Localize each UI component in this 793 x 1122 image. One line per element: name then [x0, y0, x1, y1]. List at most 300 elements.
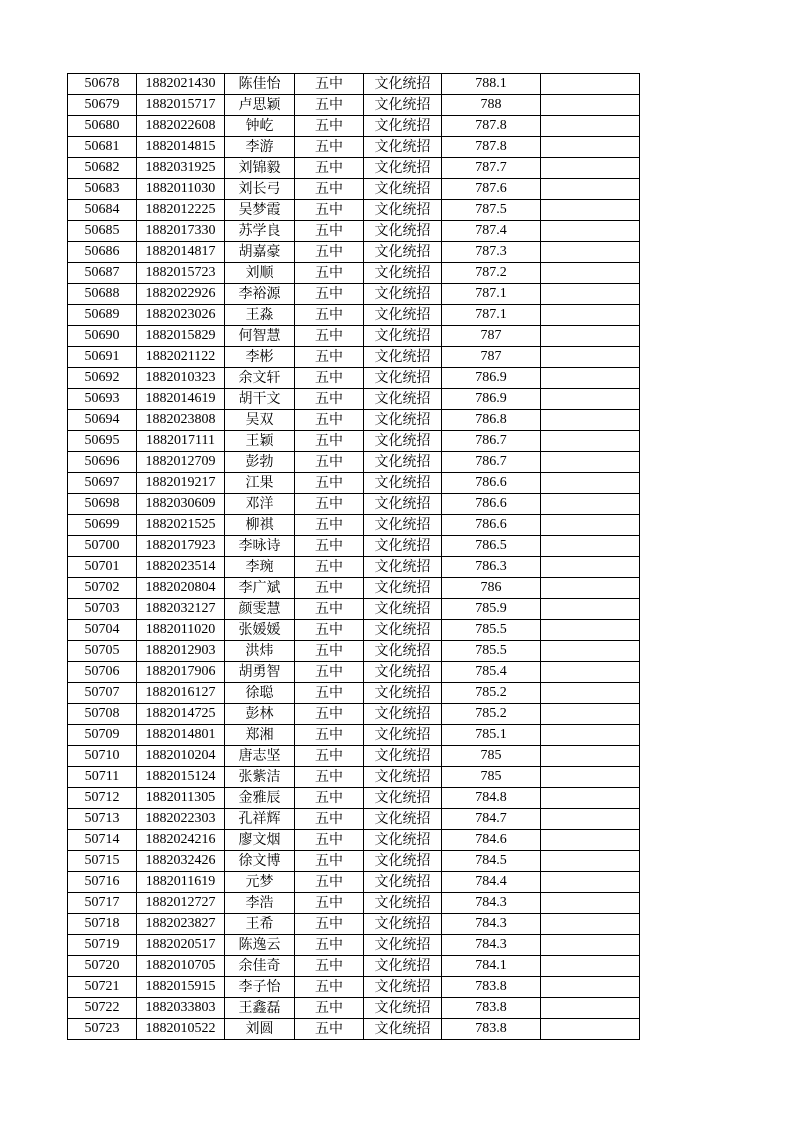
cell-school: 五中	[295, 494, 364, 515]
table-row	[68, 389, 640, 410]
cell-note	[541, 725, 640, 746]
cell-note	[541, 683, 640, 704]
cell-serial-number: 50702	[68, 578, 137, 599]
cell-score: 786.6	[442, 473, 541, 494]
cell-note	[541, 557, 640, 578]
cell-candidate-id: 1882017923	[137, 536, 225, 557]
cell-note	[541, 410, 640, 431]
cell-candidate-id: 1882012225	[137, 200, 225, 221]
cell-student-name: 元梦	[225, 872, 295, 893]
cell-candidate-id: 1882010323	[137, 368, 225, 389]
cell-student-name: 李裕源	[225, 284, 295, 305]
table-row	[68, 179, 640, 200]
cell-score: 787.8	[442, 137, 541, 158]
cell-student-name: 徐文博	[225, 851, 295, 872]
cell-note	[541, 893, 640, 914]
cell-admission-type: 文化统招	[364, 284, 442, 305]
cell-note	[541, 809, 640, 830]
cell-serial-number: 50682	[68, 158, 137, 179]
table-row	[68, 368, 640, 389]
cell-note	[541, 137, 640, 158]
cell-score: 785.1	[442, 725, 541, 746]
cell-score: 784.3	[442, 893, 541, 914]
cell-note	[541, 74, 640, 95]
table-row	[68, 410, 640, 431]
cell-note	[541, 494, 640, 515]
cell-serial-number: 50690	[68, 326, 137, 347]
cell-serial-number: 50708	[68, 704, 137, 725]
cell-student-name: 江果	[225, 473, 295, 494]
cell-admission-type: 文化统招	[364, 179, 442, 200]
cell-note	[541, 704, 640, 725]
cell-serial-number: 50691	[68, 347, 137, 368]
cell-student-name: 陈逸云	[225, 935, 295, 956]
cell-note	[541, 536, 640, 557]
cell-serial-number: 50693	[68, 389, 137, 410]
table-row	[68, 893, 640, 914]
cell-score: 785	[442, 767, 541, 788]
cell-admission-type: 文化统招	[364, 599, 442, 620]
cell-candidate-id: 1882023514	[137, 557, 225, 578]
table-row	[68, 725, 640, 746]
cell-serial-number: 50697	[68, 473, 137, 494]
cell-serial-number: 50707	[68, 683, 137, 704]
cell-note	[541, 956, 640, 977]
cell-admission-type: 文化统招	[364, 977, 442, 998]
cell-school: 五中	[295, 200, 364, 221]
table-row	[68, 767, 640, 788]
cell-student-name: 颜雯慧	[225, 599, 295, 620]
cell-serial-number: 50692	[68, 368, 137, 389]
cell-serial-number: 50681	[68, 137, 137, 158]
cell-candidate-id: 1882011030	[137, 179, 225, 200]
table-row	[68, 74, 640, 95]
cell-school: 五中	[295, 242, 364, 263]
cell-student-name: 刘锦毅	[225, 158, 295, 179]
cell-serial-number: 50713	[68, 809, 137, 830]
cell-student-name: 金雅辰	[225, 788, 295, 809]
cell-score: 784.8	[442, 788, 541, 809]
cell-serial-number: 50699	[68, 515, 137, 536]
cell-admission-type: 文化统招	[364, 767, 442, 788]
cell-note	[541, 746, 640, 767]
cell-student-name: 吴双	[225, 410, 295, 431]
cell-note	[541, 473, 640, 494]
cell-admission-type: 文化统招	[364, 1019, 442, 1040]
cell-candidate-id: 1882017111	[137, 431, 225, 452]
cell-admission-type: 文化统招	[364, 305, 442, 326]
cell-admission-type: 文化统招	[364, 515, 442, 536]
cell-serial-number: 50685	[68, 221, 137, 242]
cell-note	[541, 788, 640, 809]
table-row	[68, 956, 640, 977]
cell-serial-number: 50710	[68, 746, 137, 767]
cell-candidate-id: 1882014815	[137, 137, 225, 158]
cell-student-name: 李咏诗	[225, 536, 295, 557]
cell-score: 783.8	[442, 1019, 541, 1040]
cell-school: 五中	[295, 599, 364, 620]
table-row	[68, 1019, 640, 1040]
cell-admission-type: 文化统招	[364, 536, 442, 557]
cell-serial-number: 50695	[68, 431, 137, 452]
cell-serial-number: 50696	[68, 452, 137, 473]
table-row	[68, 326, 640, 347]
cell-candidate-id: 1882023026	[137, 305, 225, 326]
cell-serial-number: 50705	[68, 641, 137, 662]
cell-admission-type: 文化统招	[364, 809, 442, 830]
cell-note	[541, 389, 640, 410]
cell-note	[541, 221, 640, 242]
cell-score: 786.9	[442, 389, 541, 410]
cell-student-name: 李子怡	[225, 977, 295, 998]
cell-school: 五中	[295, 872, 364, 893]
cell-note	[541, 830, 640, 851]
cell-note	[541, 599, 640, 620]
cell-admission-type: 文化统招	[364, 914, 442, 935]
admission-table	[67, 73, 640, 1040]
cell-admission-type: 文化统招	[364, 683, 442, 704]
cell-student-name: 钟屹	[225, 116, 295, 137]
table-row	[68, 599, 640, 620]
cell-note	[541, 347, 640, 368]
cell-score: 783.8	[442, 977, 541, 998]
cell-school: 五中	[295, 263, 364, 284]
cell-school: 五中	[295, 368, 364, 389]
cell-school: 五中	[295, 515, 364, 536]
table-row	[68, 557, 640, 578]
cell-student-name: 胡干文	[225, 389, 295, 410]
cell-candidate-id: 1882016127	[137, 683, 225, 704]
cell-note	[541, 977, 640, 998]
cell-note	[541, 515, 640, 536]
cell-admission-type: 文化统招	[364, 452, 442, 473]
cell-school: 五中	[295, 536, 364, 557]
table-row	[68, 683, 640, 704]
cell-note	[541, 872, 640, 893]
cell-score: 787.2	[442, 263, 541, 284]
cell-school: 五中	[295, 473, 364, 494]
cell-score: 787.6	[442, 179, 541, 200]
cell-school: 五中	[295, 914, 364, 935]
cell-admission-type: 文化统招	[364, 158, 442, 179]
cell-candidate-id: 1882012727	[137, 893, 225, 914]
cell-admission-type: 文化统招	[364, 242, 442, 263]
table-row	[68, 452, 640, 473]
cell-score: 784.4	[442, 872, 541, 893]
cell-note	[541, 578, 640, 599]
cell-serial-number: 50712	[68, 788, 137, 809]
cell-admission-type: 文化统招	[364, 893, 442, 914]
table-row	[68, 263, 640, 284]
cell-student-name: 洪炜	[225, 641, 295, 662]
cell-note	[541, 767, 640, 788]
cell-candidate-id: 1882014817	[137, 242, 225, 263]
cell-candidate-id: 1882032426	[137, 851, 225, 872]
cell-school: 五中	[295, 284, 364, 305]
cell-student-name: 王颖	[225, 431, 295, 452]
cell-school: 五中	[295, 578, 364, 599]
cell-student-name: 彭勃	[225, 452, 295, 473]
cell-serial-number: 50689	[68, 305, 137, 326]
cell-score: 786.7	[442, 431, 541, 452]
cell-note	[541, 935, 640, 956]
table-row	[68, 221, 640, 242]
cell-note	[541, 116, 640, 137]
cell-serial-number: 50678	[68, 74, 137, 95]
cell-school: 五中	[295, 809, 364, 830]
cell-score: 785.2	[442, 704, 541, 725]
cell-student-name: 廖文烟	[225, 830, 295, 851]
cell-serial-number: 50686	[68, 242, 137, 263]
cell-student-name: 邓洋	[225, 494, 295, 515]
cell-school: 五中	[295, 788, 364, 809]
cell-school: 五中	[295, 956, 364, 977]
cell-admission-type: 文化统招	[364, 137, 442, 158]
cell-student-name: 张紫洁	[225, 767, 295, 788]
cell-candidate-id: 1882019217	[137, 473, 225, 494]
cell-candidate-id: 1882010522	[137, 1019, 225, 1040]
table-row	[68, 935, 640, 956]
cell-score: 787.8	[442, 116, 541, 137]
cell-school: 五中	[295, 347, 364, 368]
cell-score: 787	[442, 326, 541, 347]
cell-school: 五中	[295, 452, 364, 473]
cell-admission-type: 文化统招	[364, 200, 442, 221]
cell-candidate-id: 1882015829	[137, 326, 225, 347]
cell-school: 五中	[295, 158, 364, 179]
cell-score: 785.2	[442, 683, 541, 704]
cell-admission-type: 文化统招	[364, 704, 442, 725]
table-row	[68, 536, 640, 557]
cell-school: 五中	[295, 641, 364, 662]
table-row	[68, 158, 640, 179]
cell-student-name: 唐志坚	[225, 746, 295, 767]
cell-school: 五中	[295, 389, 364, 410]
table-row	[68, 95, 640, 116]
cell-school: 五中	[295, 662, 364, 683]
cell-admission-type: 文化统招	[364, 641, 442, 662]
cell-candidate-id: 1882010204	[137, 746, 225, 767]
cell-admission-type: 文化统招	[364, 74, 442, 95]
cell-school: 五中	[295, 977, 364, 998]
table-row	[68, 788, 640, 809]
cell-candidate-id: 1882030609	[137, 494, 225, 515]
cell-candidate-id: 1882022303	[137, 809, 225, 830]
cell-candidate-id: 1882021122	[137, 347, 225, 368]
cell-candidate-id: 1882011619	[137, 872, 225, 893]
table-body	[68, 74, 640, 1040]
cell-admission-type: 文化统招	[364, 851, 442, 872]
table-row	[68, 137, 640, 158]
cell-candidate-id: 1882010705	[137, 956, 225, 977]
cell-score: 786.8	[442, 410, 541, 431]
cell-score: 787.7	[442, 158, 541, 179]
cell-school: 五中	[295, 1019, 364, 1040]
cell-serial-number: 50704	[68, 620, 137, 641]
cell-serial-number: 50679	[68, 95, 137, 116]
table-row	[68, 578, 640, 599]
cell-student-name: 徐聪	[225, 683, 295, 704]
table-row	[68, 431, 640, 452]
cell-note	[541, 914, 640, 935]
cell-student-name: 李琬	[225, 557, 295, 578]
table-row	[68, 620, 640, 641]
cell-student-name: 陈佳怡	[225, 74, 295, 95]
table-row	[68, 809, 640, 830]
cell-candidate-id: 1882015723	[137, 263, 225, 284]
cell-student-name: 王鑫磊	[225, 998, 295, 1019]
cell-candidate-id: 1882015717	[137, 95, 225, 116]
cell-admission-type: 文化统招	[364, 389, 442, 410]
table-row	[68, 347, 640, 368]
cell-school: 五中	[295, 74, 364, 95]
cell-score: 787.1	[442, 284, 541, 305]
cell-admission-type: 文化统招	[364, 620, 442, 641]
cell-candidate-id: 1882022608	[137, 116, 225, 137]
cell-candidate-id: 1882015124	[137, 767, 225, 788]
cell-admission-type: 文化统招	[364, 431, 442, 452]
cell-note	[541, 620, 640, 641]
cell-student-name: 李浩	[225, 893, 295, 914]
cell-score: 786.7	[442, 452, 541, 473]
cell-student-name: 胡勇智	[225, 662, 295, 683]
cell-admission-type: 文化统招	[364, 557, 442, 578]
cell-candidate-id: 1882017330	[137, 221, 225, 242]
cell-serial-number: 50722	[68, 998, 137, 1019]
cell-score: 783.8	[442, 998, 541, 1019]
cell-note	[541, 431, 640, 452]
cell-candidate-id: 1882014619	[137, 389, 225, 410]
cell-note	[541, 452, 640, 473]
cell-student-name: 何智慧	[225, 326, 295, 347]
cell-student-name: 卢思颖	[225, 95, 295, 116]
table-row	[68, 704, 640, 725]
cell-score: 784.3	[442, 914, 541, 935]
cell-note	[541, 998, 640, 1019]
cell-student-name: 李彬	[225, 347, 295, 368]
cell-candidate-id: 1882032127	[137, 599, 225, 620]
cell-serial-number: 50687	[68, 263, 137, 284]
cell-candidate-id: 1882012903	[137, 641, 225, 662]
cell-school: 五中	[295, 305, 364, 326]
cell-note	[541, 326, 640, 347]
cell-student-name: 李广斌	[225, 578, 295, 599]
cell-note	[541, 179, 640, 200]
cell-candidate-id: 1882020804	[137, 578, 225, 599]
cell-admission-type: 文化统招	[364, 368, 442, 389]
cell-serial-number: 50694	[68, 410, 137, 431]
cell-admission-type: 文化统招	[364, 410, 442, 431]
cell-score: 786.6	[442, 494, 541, 515]
cell-serial-number: 50698	[68, 494, 137, 515]
cell-admission-type: 文化统招	[364, 662, 442, 683]
cell-candidate-id: 1882031925	[137, 158, 225, 179]
cell-school: 五中	[295, 893, 364, 914]
cell-note	[541, 305, 640, 326]
cell-candidate-id: 1882012709	[137, 452, 225, 473]
cell-admission-type: 文化统招	[364, 473, 442, 494]
cell-candidate-id: 1882011020	[137, 620, 225, 641]
cell-note	[541, 158, 640, 179]
cell-score: 786.6	[442, 515, 541, 536]
cell-candidate-id: 1882021525	[137, 515, 225, 536]
cell-serial-number: 50717	[68, 893, 137, 914]
cell-note	[541, 368, 640, 389]
cell-student-name: 柳祺	[225, 515, 295, 536]
cell-serial-number: 50701	[68, 557, 137, 578]
cell-score: 788	[442, 95, 541, 116]
cell-admission-type: 文化统招	[364, 872, 442, 893]
cell-note	[541, 200, 640, 221]
cell-school: 五中	[295, 179, 364, 200]
cell-serial-number: 50683	[68, 179, 137, 200]
cell-serial-number: 50684	[68, 200, 137, 221]
cell-serial-number: 50715	[68, 851, 137, 872]
cell-serial-number: 50700	[68, 536, 137, 557]
cell-note	[541, 851, 640, 872]
cell-school: 五中	[295, 998, 364, 1019]
cell-score: 786.9	[442, 368, 541, 389]
cell-score: 786.5	[442, 536, 541, 557]
table-row	[68, 872, 640, 893]
table-row	[68, 641, 640, 662]
cell-school: 五中	[295, 935, 364, 956]
cell-admission-type: 文化统招	[364, 95, 442, 116]
cell-student-name: 彭林	[225, 704, 295, 725]
table-row	[68, 977, 640, 998]
cell-score: 785.9	[442, 599, 541, 620]
cell-note	[541, 263, 640, 284]
cell-serial-number: 50688	[68, 284, 137, 305]
cell-score: 787.5	[442, 200, 541, 221]
cell-score: 784.1	[442, 956, 541, 977]
cell-serial-number: 50706	[68, 662, 137, 683]
table-row	[68, 851, 640, 872]
cell-school: 五中	[295, 725, 364, 746]
cell-score: 786.3	[442, 557, 541, 578]
cell-candidate-id: 1882024216	[137, 830, 225, 851]
cell-note	[541, 662, 640, 683]
cell-score: 787.4	[442, 221, 541, 242]
cell-student-name: 余文轩	[225, 368, 295, 389]
cell-school: 五中	[295, 431, 364, 452]
cell-serial-number: 50714	[68, 830, 137, 851]
cell-student-name: 苏学良	[225, 221, 295, 242]
cell-candidate-id: 1882033803	[137, 998, 225, 1019]
cell-student-name: 李游	[225, 137, 295, 158]
cell-note	[541, 1019, 640, 1040]
cell-candidate-id: 1882015915	[137, 977, 225, 998]
table-row	[68, 515, 640, 536]
cell-school: 五中	[295, 410, 364, 431]
cell-serial-number: 50711	[68, 767, 137, 788]
cell-school: 五中	[295, 704, 364, 725]
cell-candidate-id: 1882020517	[137, 935, 225, 956]
cell-school: 五中	[295, 620, 364, 641]
cell-score: 784.6	[442, 830, 541, 851]
table-row	[68, 305, 640, 326]
table-row	[68, 830, 640, 851]
cell-candidate-id: 1882022926	[137, 284, 225, 305]
cell-admission-type: 文化统招	[364, 347, 442, 368]
cell-score: 787.3	[442, 242, 541, 263]
cell-score: 785	[442, 746, 541, 767]
table-row	[68, 662, 640, 683]
cell-note	[541, 95, 640, 116]
cell-score: 785.5	[442, 641, 541, 662]
cell-serial-number: 50721	[68, 977, 137, 998]
cell-candidate-id: 1882021430	[137, 74, 225, 95]
